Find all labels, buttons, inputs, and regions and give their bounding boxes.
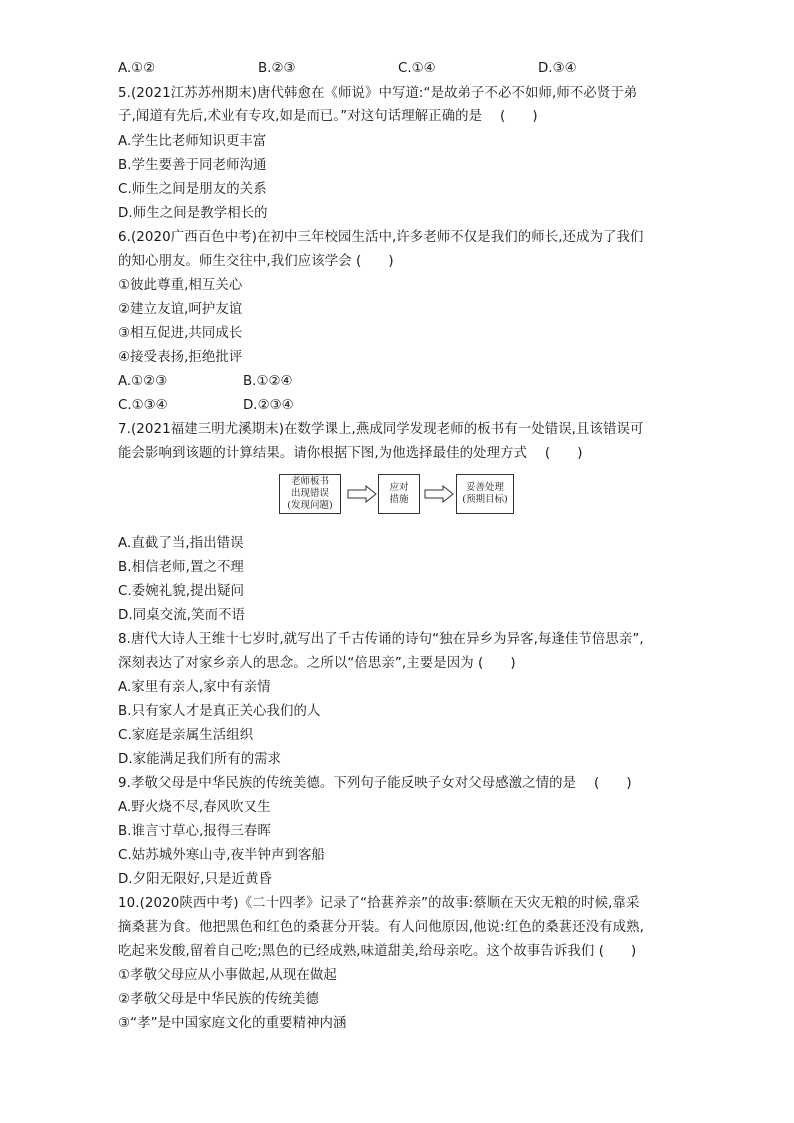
q8-stem-line-2: 深刻表达了对家乡亲人的思念。之所以“倍思亲”,主要是因为 ( ) (118, 656, 516, 671)
flow-arrow-icon (424, 485, 454, 503)
q6-statement-4: ④接受表扬,拒绝批评 (118, 350, 243, 365)
q9-option-a[interactable]: A.野火烧不尽,春风吹又生 (118, 800, 271, 815)
q6-statement-2: ②建立友谊,呵护友谊 (118, 302, 243, 317)
q8-option-a[interactable]: A.家里有亲人,家中有亲情 (118, 680, 271, 695)
q5-option-d[interactable]: D.师生之间是教学相长的 (118, 206, 268, 221)
q8-option-c[interactable]: C.家庭是亲属生活组织 (118, 728, 254, 743)
flow-arrow-icon (347, 485, 377, 503)
q8-stem-line-1: 8.唐代大诗人王维十七岁时,就写出了千古传诵的诗句“独在异乡为异客,每逢佳节倍思亲”, (118, 632, 644, 647)
q9-option-b[interactable]: B.谁言寸草心,报得三春晖 (118, 824, 271, 839)
q5-option-b[interactable]: B.学生要善于同老师沟通 (118, 158, 267, 173)
q7-option-c[interactable]: C.委婉礼貌,提出疑问 (118, 584, 245, 599)
q7-flow-diagram (279, 474, 515, 516)
q7-option-b[interactable]: B.相信老师,置之不理 (118, 560, 244, 575)
q5-option-a[interactable]: A.学生比老师知识更丰富 (118, 134, 267, 149)
q4-option-d[interactable]: D.③④ (538, 61, 577, 76)
q8-option-d[interactable]: D.家能满足我们所有的需求 (118, 752, 282, 767)
q5-stem-line-2: 子,闻道有先后,术业有专攻,如是而已。”对这句话理解正确的是 ( ) (118, 109, 538, 124)
q4-option-c[interactable]: C.①④ (398, 61, 436, 76)
flow-box-measure: 应对 措施 (378, 474, 420, 514)
q7-option-d[interactable]: D.同桌交流,笑而不语 (118, 608, 246, 623)
flow-box-problem: 老师板书 出现错误 (发现问题) (279, 474, 341, 514)
q6-option-a[interactable]: A.①②③ (118, 374, 168, 389)
q7-stem-line-1: 7.(2021福建三明尤溪期末)在数学课上,燕成同学发现老师的板书有一处错误,且该错误可 (118, 422, 644, 437)
q6-stem-line-2: 的知心朋友。师生交往中,我们应该学会 ( ) (118, 254, 394, 269)
q10-stem-line-2: 摘桑葚为食。他把黑色和红色的桑葚分开装。有人问他原因,他说:红色的桑葚还没有成熟, (118, 920, 644, 935)
q6-option-b[interactable]: B.①②④ (243, 374, 293, 389)
q10-stem-line-1: 10.(2020陕西中考)《二十四孝》记录了“拾葚养亲”的故事:蔡顺在天灾无粮的时候,靠采 (118, 896, 640, 911)
q10-stem-line-3: 吃起来发酸,留着自己吃;黑色的已经成熟,味道甜美,给母亲吃。这个故事告诉我们 ( ) (118, 944, 637, 959)
q4-option-a[interactable]: A.①② (118, 61, 156, 76)
q10-statement-2: ②孝敬父母是中华民族的传统美德 (118, 992, 319, 1007)
flow-box-goal: 妥善处理 (预期目标) (456, 474, 514, 514)
q8-option-b[interactable]: B.只有家人才是真正关心我们的人 (118, 704, 321, 719)
q6-option-d[interactable]: D.②③④ (243, 398, 294, 413)
q9-stem: 9.孝敬父母是中华民族的传统美德。下列句子能反映子女对父母感激之情的是 ( ) (118, 776, 632, 791)
q6-statement-1: ①彼此尊重,相互关心 (118, 278, 243, 293)
q7-option-a[interactable]: A.直截了当,指出错误 (118, 536, 244, 551)
q6-stem-line-1: 6.(2020广西百色中考)在初中三年校园生活中,许多老师不仅是我们的师长,还成为了我们 (118, 230, 644, 245)
q6-option-c[interactable]: C.①③④ (118, 398, 168, 413)
q6-statement-3: ③相互促进,共同成长 (118, 326, 243, 341)
q7-stem-line-2: 能会影响到该题的计算结果。请你根据下图,为他选择最佳的处理方式 ( ) (118, 446, 583, 461)
q9-option-d[interactable]: D.夕阳无限好,只是近黄昏 (118, 872, 273, 887)
q9-option-c[interactable]: C.姑苏城外寒山寺,夜半钟声到客船 (118, 848, 326, 863)
q10-statement-3: ③“孝”是中国家庭文化的重要精神内涵 (118, 1016, 347, 1031)
q10-statement-1: ①孝敬父母应从小事做起,从现在做起 (118, 968, 337, 983)
q5-stem-line-1: 5.(2021江苏苏州期末)唐代韩愈在《师说》中写道:“是故弟子不必不如师,师不必贤于弟 (118, 86, 638, 101)
q5-option-c[interactable]: C.师生之间是朋友的关系 (118, 182, 267, 197)
q4-option-b[interactable]: B.②③ (258, 61, 296, 76)
